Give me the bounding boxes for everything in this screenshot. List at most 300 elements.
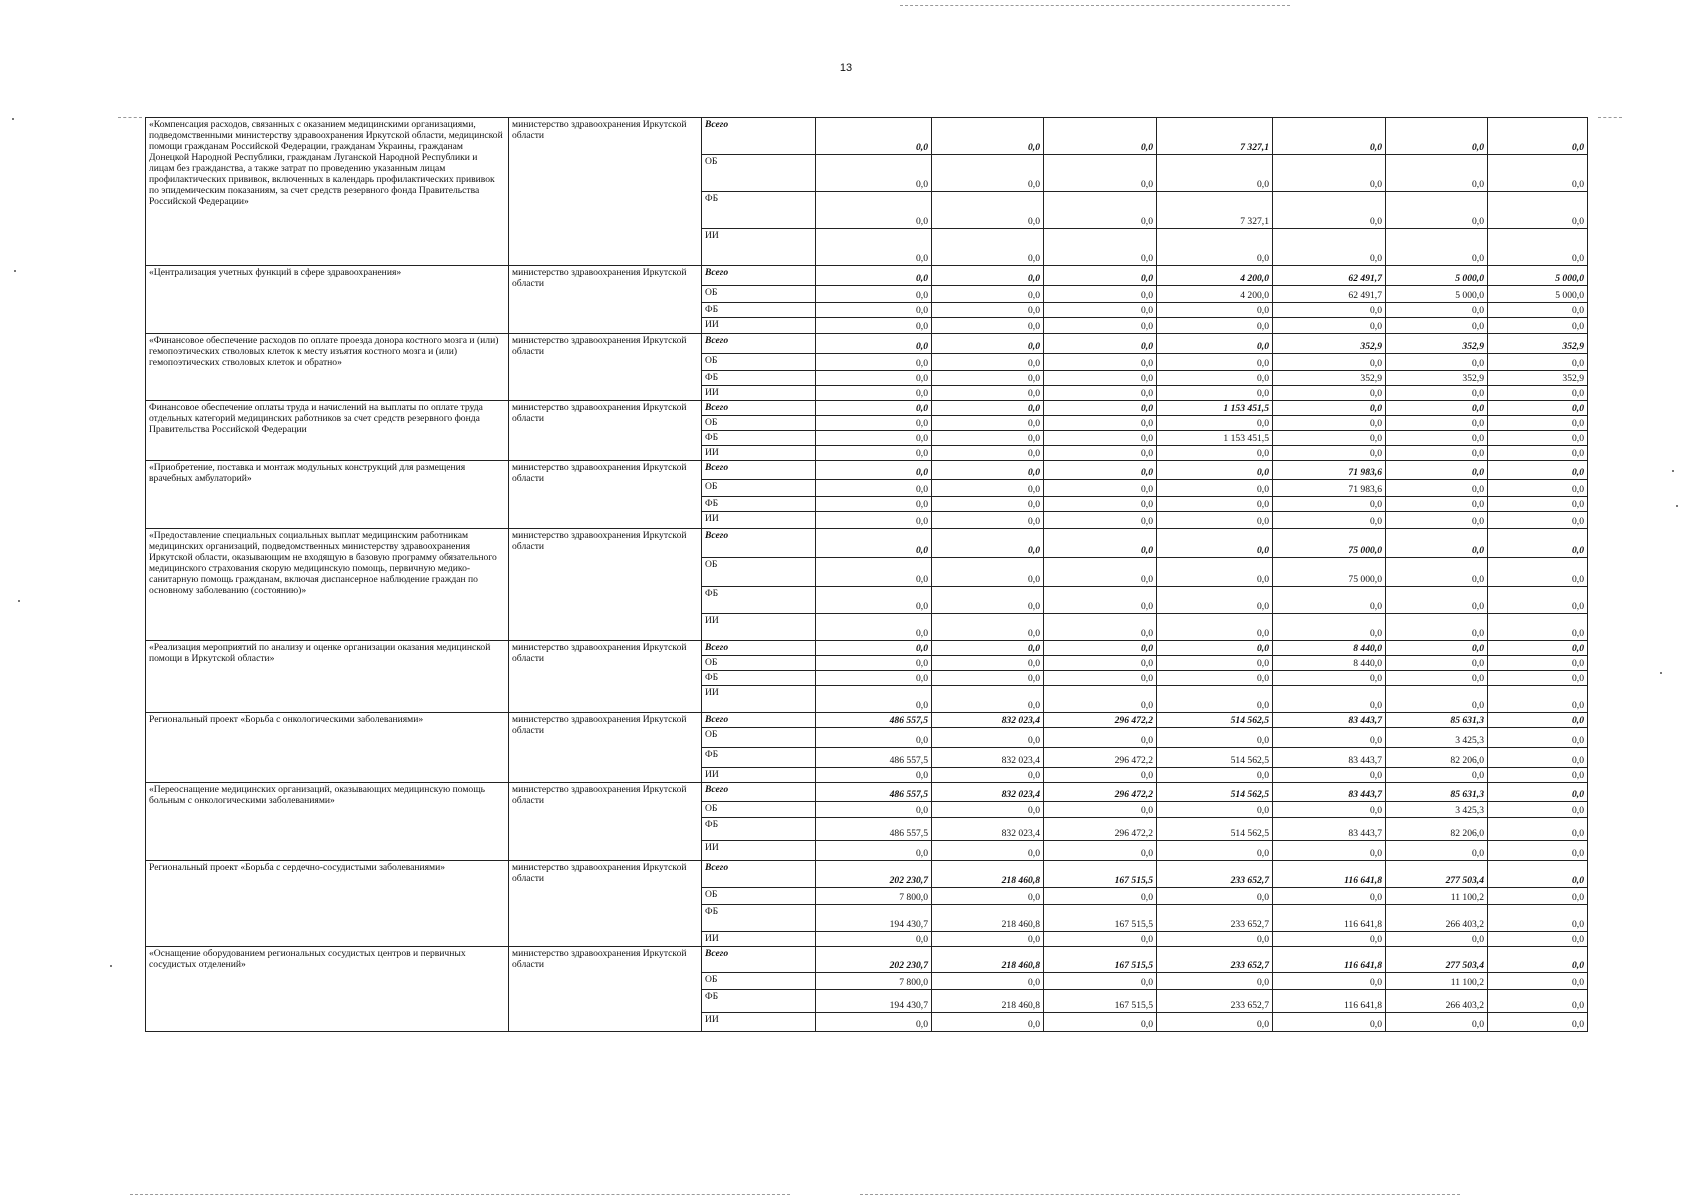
amount-cell: 0,0 [932, 656, 1044, 671]
amount-cell: 0,0 [932, 229, 1044, 266]
amount-cell: 0,0 [816, 318, 932, 334]
amount-cell: 75 000,0 [1273, 529, 1386, 558]
activity-name: «Предоставление специальных социальных выплат медицинским работникам медицинских организаций, подведомственных министерству здравоохранения Иркутской области, оказывающим не входящую в базовую программу обязательного медицинского страхования скорую медицинскую помощь, первичную медико-санитарную помощь гражданам, включая диспансерное наблюдение граждан по основному заболеванию (состоянию)» [146, 529, 509, 641]
amount-cell: 296 472,2 [1044, 713, 1157, 728]
amount-cell: 0,0 [1386, 932, 1488, 947]
amount-cell: 0,0 [1044, 303, 1157, 318]
amount-cell: 0,0 [1386, 768, 1488, 783]
amount-cell: 0,0 [1386, 614, 1488, 641]
amount-cell: 277 503,4 [1386, 861, 1488, 888]
amount-cell: 0,0 [932, 416, 1044, 431]
amount-cell: 0,0 [1386, 318, 1488, 334]
amount-cell: 0,0 [1044, 641, 1157, 656]
amount-cell: 0,0 [1488, 446, 1588, 461]
amount-cell: 0,0 [1273, 354, 1386, 371]
amount-cell: 7 327,1 [1157, 118, 1273, 155]
activity-name: «Переоснащение медицинских организаций, оказывающих медицинскую помощь больным с онкологическими заболеваниями» [146, 783, 509, 861]
amount-cell: 0,0 [1044, 558, 1157, 587]
amount-cell: 0,0 [1273, 671, 1386, 686]
table-row-total [146, 713, 1588, 728]
amount-cell: 0,0 [1386, 1013, 1488, 1032]
amount-cell: 0,0 [1157, 416, 1273, 431]
funding-source: Всего [702, 461, 816, 480]
amount-cell: 0,0 [1044, 480, 1157, 497]
funding-source: ФБ [702, 371, 816, 386]
amount-cell: 0,0 [1273, 446, 1386, 461]
amount-cell: 0,0 [932, 192, 1044, 229]
responsible-executor: министерство здравоохранения Иркутской области [509, 783, 702, 861]
amount-cell: 0,0 [1044, 318, 1157, 334]
amount-cell: 11 100,2 [1386, 888, 1488, 905]
amount-cell: 0,0 [1386, 686, 1488, 713]
amount-cell: 0,0 [1488, 155, 1588, 192]
amount-cell: 0,0 [816, 371, 932, 386]
amount-cell: 0,0 [1273, 728, 1386, 748]
amount-cell: 0,0 [1157, 558, 1273, 587]
amount-cell: 0,0 [1488, 973, 1588, 990]
amount-cell: 0,0 [1157, 671, 1273, 686]
amount-cell: 486 557,5 [816, 748, 932, 768]
scan-artifact-dot [1660, 672, 1662, 674]
amount-cell: 0,0 [1273, 155, 1386, 192]
amount-cell: 218 460,8 [932, 947, 1044, 973]
amount-cell: 11 100,2 [1386, 973, 1488, 990]
amount-cell: 0,0 [816, 728, 932, 748]
amount-cell: 0,0 [1386, 118, 1488, 155]
amount-cell: 0,0 [932, 480, 1044, 497]
activity-name: Региональный проект «Борьба с сердечно-сосудистыми заболеваниями» [146, 861, 509, 947]
amount-cell: 4 200,0 [1157, 266, 1273, 286]
funding-source: Всего [702, 641, 816, 656]
funding-source: Всего [702, 266, 816, 286]
amount-cell: 514 562,5 [1157, 818, 1273, 841]
funding-source: ИИ [702, 768, 816, 783]
amount-cell: 0,0 [1488, 671, 1588, 686]
amount-cell: 0,0 [1273, 614, 1386, 641]
funding-source: ИИ [702, 686, 816, 713]
amount-cell: 0,0 [1488, 686, 1588, 713]
amount-cell: 0,0 [1157, 728, 1273, 748]
amount-cell: 3 425,3 [1386, 728, 1488, 748]
amount-cell: 0,0 [932, 118, 1044, 155]
amount-cell: 0,0 [1157, 354, 1273, 371]
amount-cell: 0,0 [1273, 431, 1386, 446]
amount-cell: 0,0 [932, 303, 1044, 318]
amount-cell: 0,0 [816, 641, 932, 656]
amount-cell: 0,0 [1044, 671, 1157, 686]
amount-cell: 116 641,8 [1273, 947, 1386, 973]
amount-cell: 0,0 [1044, 354, 1157, 371]
amount-cell: 0,0 [1488, 401, 1588, 416]
funding-source: ИИ [702, 386, 816, 401]
amount-cell: 0,0 [1157, 461, 1273, 480]
amount-cell: 233 652,7 [1157, 947, 1273, 973]
amount-cell: 352,9 [1273, 334, 1386, 354]
amount-cell: 0,0 [1157, 155, 1273, 192]
amount-cell: 0,0 [932, 497, 1044, 512]
amount-cell: 75 000,0 [1273, 558, 1386, 587]
amount-cell: 0,0 [1488, 354, 1588, 371]
scan-artifact-dot [18, 600, 20, 602]
responsible-executor: министерство здравоохранения Иркутской области [509, 947, 702, 1032]
amount-cell: 0,0 [1386, 303, 1488, 318]
amount-cell: 0,0 [1488, 841, 1588, 861]
amount-cell: 277 503,4 [1386, 947, 1488, 973]
amount-cell: 0,0 [816, 446, 932, 461]
amount-cell: 218 460,8 [932, 905, 1044, 932]
amount-cell: 0,0 [1044, 728, 1157, 748]
amount-cell: 352,9 [1386, 371, 1488, 386]
amount-cell: 0,0 [1488, 118, 1588, 155]
funding-source: Всего [702, 783, 816, 802]
table-row-total [146, 641, 1588, 656]
responsible-executor: министерство здравоохранения Иркутской области [509, 529, 702, 641]
amount-cell: 0,0 [932, 587, 1044, 614]
amount-cell: 486 557,5 [816, 783, 932, 802]
amount-cell: 0,0 [1157, 641, 1273, 656]
amount-cell: 0,0 [1386, 587, 1488, 614]
amount-cell: 5 000,0 [1386, 286, 1488, 303]
amount-cell: 0,0 [1488, 192, 1588, 229]
amount-cell: 0,0 [1273, 1013, 1386, 1032]
amount-cell: 0,0 [816, 461, 932, 480]
activity-name: Финансовое обеспечение оплаты труда и начислений на выплаты по оплате труда отдельных категорий медицинских работников за счет средств резервного фонда Правительства Российской Федерации [146, 401, 509, 461]
amount-cell: 0,0 [1488, 431, 1588, 446]
amount-cell: 0,0 [1386, 354, 1488, 371]
amount-cell: 0,0 [1273, 841, 1386, 861]
amount-cell: 83 443,7 [1273, 713, 1386, 728]
funding-source: ФБ [702, 497, 816, 512]
amount-cell: 167 515,5 [1044, 947, 1157, 973]
amount-cell: 0,0 [1157, 973, 1273, 990]
amount-cell: 0,0 [1386, 558, 1488, 587]
amount-cell: 514 562,5 [1157, 713, 1273, 728]
amount-cell: 0,0 [1273, 192, 1386, 229]
amount-cell: 0,0 [1044, 1013, 1157, 1032]
amount-cell: 3 425,3 [1386, 802, 1488, 818]
amount-cell: 0,0 [1488, 497, 1588, 512]
scan-artifact-dot [1676, 505, 1678, 507]
amount-cell: 0,0 [816, 118, 932, 155]
table-row-total [146, 401, 1588, 416]
amount-cell: 4 200,0 [1157, 286, 1273, 303]
amount-cell: 0,0 [932, 841, 1044, 861]
amount-cell: 0,0 [1044, 266, 1157, 286]
amount-cell: 296 472,2 [1044, 783, 1157, 802]
table-row-total [146, 783, 1588, 802]
amount-cell: 0,0 [932, 973, 1044, 990]
responsible-executor: министерство здравоохранения Иркутской области [509, 118, 702, 266]
funding-source: Всего [702, 947, 816, 973]
responsible-executor: министерство здравоохранения Иркутской области [509, 713, 702, 783]
amount-cell: 0,0 [1157, 386, 1273, 401]
amount-cell: 194 430,7 [816, 905, 932, 932]
amount-cell: 0,0 [1157, 614, 1273, 641]
amount-cell: 233 652,7 [1157, 861, 1273, 888]
amount-cell: 0,0 [1488, 386, 1588, 401]
amount-cell: 0,0 [1044, 431, 1157, 446]
table-row-total [146, 461, 1588, 480]
amount-cell: 0,0 [1157, 529, 1273, 558]
amount-cell: 0,0 [1044, 802, 1157, 818]
funding-source: ОБ [702, 286, 816, 303]
amount-cell: 71 983,6 [1273, 461, 1386, 480]
amount-cell: 0,0 [816, 286, 932, 303]
amount-cell: 266 403,2 [1386, 905, 1488, 932]
amount-cell: 832 023,4 [932, 818, 1044, 841]
amount-cell: 0,0 [1488, 888, 1588, 905]
amount-cell: 0,0 [932, 266, 1044, 286]
table-row-total [146, 947, 1588, 973]
amount-cell: 0,0 [1044, 461, 1157, 480]
amount-cell: 0,0 [1044, 446, 1157, 461]
amount-cell: 0,0 [1488, 480, 1588, 497]
amount-cell: 0,0 [1386, 480, 1488, 497]
amount-cell: 0,0 [1488, 558, 1588, 587]
amount-cell: 167 515,5 [1044, 905, 1157, 932]
amount-cell: 0,0 [1044, 614, 1157, 641]
amount-cell: 0,0 [1386, 671, 1488, 686]
funding-source: Всего [702, 334, 816, 354]
amount-cell: 0,0 [816, 841, 932, 861]
amount-cell: 0,0 [932, 1013, 1044, 1032]
funding-source: Всего [702, 118, 816, 155]
amount-cell: 0,0 [1488, 748, 1588, 768]
amount-cell: 0,0 [1386, 461, 1488, 480]
responsible-executor: министерство здравоохранения Иркутской области [509, 641, 702, 713]
activity-name: «Приобретение, поставка и монтаж модульных конструкций для размещения врачебных амбулаторий» [146, 461, 509, 529]
amount-cell: 0,0 [1044, 888, 1157, 905]
amount-cell: 116 641,8 [1273, 905, 1386, 932]
amount-cell: 85 631,3 [1386, 783, 1488, 802]
scan-artifact-line [900, 5, 1290, 6]
amount-cell: 0,0 [1386, 529, 1488, 558]
amount-cell: 233 652,7 [1157, 990, 1273, 1013]
scan-artifact-line [1598, 117, 1622, 118]
amount-cell: 0,0 [816, 401, 932, 416]
amount-cell: 0,0 [1386, 497, 1488, 512]
amount-cell: 0,0 [1273, 303, 1386, 318]
amount-cell: 0,0 [1157, 1013, 1273, 1032]
amount-cell: 0,0 [816, 192, 932, 229]
amount-cell: 0,0 [1044, 229, 1157, 266]
amount-cell: 0,0 [1488, 461, 1588, 480]
amount-cell: 0,0 [1157, 686, 1273, 713]
amount-cell: 0,0 [1488, 1013, 1588, 1032]
amount-cell: 352,9 [1488, 371, 1588, 386]
amount-cell: 0,0 [1488, 587, 1588, 614]
amount-cell: 0,0 [1157, 480, 1273, 497]
amount-cell: 0,0 [1273, 686, 1386, 713]
amount-cell: 832 023,4 [932, 783, 1044, 802]
amount-cell: 0,0 [1044, 768, 1157, 783]
amount-cell: 0,0 [932, 446, 1044, 461]
amount-cell: 0,0 [1157, 512, 1273, 529]
amount-cell: 0,0 [932, 768, 1044, 783]
responsible-executor: министерство здравоохранения Иркутской области [509, 401, 702, 461]
funding-source: ОБ [702, 354, 816, 371]
amount-cell: 0,0 [816, 431, 932, 446]
responsible-executor: министерство здравоохранения Иркутской области [509, 861, 702, 947]
funding-source: ФБ [702, 905, 816, 932]
amount-cell: 0,0 [1157, 303, 1273, 318]
funding-source: ФБ [702, 192, 816, 229]
amount-cell: 0,0 [1488, 802, 1588, 818]
amount-cell: 0,0 [1157, 587, 1273, 614]
amount-cell: 0,0 [816, 768, 932, 783]
amount-cell: 0,0 [932, 932, 1044, 947]
amount-cell: 218 460,8 [932, 861, 1044, 888]
amount-cell: 0,0 [1044, 192, 1157, 229]
amount-cell: 0,0 [1488, 990, 1588, 1013]
amount-cell: 0,0 [1273, 512, 1386, 529]
amount-cell: 0,0 [816, 686, 932, 713]
funding-source: ОБ [702, 802, 816, 818]
amount-cell: 7 800,0 [816, 888, 932, 905]
amount-cell: 0,0 [1044, 371, 1157, 386]
responsible-executor: министерство здравоохранения Иркутской области [509, 266, 702, 334]
amount-cell: 0,0 [1044, 401, 1157, 416]
amount-cell: 167 515,5 [1044, 990, 1157, 1013]
activity-name: «Финансовое обеспечение расходов по оплате проезда донора костного мозга и (или) гемопоэтических стволовых клеток к месту изъятия костного мозга и (или) гемопоэтических стволовых клеток и обратно» [146, 334, 509, 401]
amount-cell: 0,0 [932, 318, 1044, 334]
amount-cell: 0,0 [1488, 932, 1588, 947]
amount-cell: 0,0 [932, 802, 1044, 818]
amount-cell: 0,0 [1044, 529, 1157, 558]
amount-cell: 116 641,8 [1273, 861, 1386, 888]
amount-cell: 62 491,7 [1273, 286, 1386, 303]
amount-cell: 0,0 [1273, 973, 1386, 990]
amount-cell: 0,0 [1488, 416, 1588, 431]
amount-cell: 0,0 [1386, 401, 1488, 416]
amount-cell: 296 472,2 [1044, 748, 1157, 768]
amount-cell: 0,0 [1273, 932, 1386, 947]
funding-source: ФБ [702, 818, 816, 841]
amount-cell: 0,0 [816, 229, 932, 266]
amount-cell: 0,0 [1157, 318, 1273, 334]
amount-cell: 0,0 [816, 558, 932, 587]
amount-cell: 0,0 [932, 512, 1044, 529]
amount-cell: 0,0 [1044, 118, 1157, 155]
amount-cell: 352,9 [1273, 371, 1386, 386]
amount-cell: 0,0 [932, 431, 1044, 446]
amount-cell: 0,0 [1386, 416, 1488, 431]
responsible-executor: министерство здравоохранения Иркутской области [509, 461, 702, 529]
amount-cell: 218 460,8 [932, 990, 1044, 1013]
page-number: 13 [839, 62, 853, 74]
amount-cell: 8 440,0 [1273, 656, 1386, 671]
amount-cell: 0,0 [1488, 229, 1588, 266]
amount-cell: 0,0 [816, 529, 932, 558]
amount-cell: 0,0 [1273, 118, 1386, 155]
funding-source: ФБ [702, 671, 816, 686]
amount-cell: 0,0 [1157, 229, 1273, 266]
funding-source: ИИ [702, 446, 816, 461]
amount-cell: 0,0 [1044, 686, 1157, 713]
budget-table [145, 117, 1588, 1032]
amount-cell: 0,0 [932, 461, 1044, 480]
amount-cell: 0,0 [1488, 861, 1588, 888]
funding-source: ИИ [702, 932, 816, 947]
amount-cell: 0,0 [932, 671, 1044, 686]
amount-cell: 0,0 [932, 155, 1044, 192]
amount-cell: 0,0 [1044, 656, 1157, 671]
activity-name: «Централизация учетных функций в сфере здравоохранения» [146, 266, 509, 334]
amount-cell: 832 023,4 [932, 713, 1044, 728]
amount-cell: 0,0 [1157, 802, 1273, 818]
amount-cell: 486 557,5 [816, 713, 932, 728]
scan-artifact-dot [110, 965, 112, 967]
funding-source: ОБ [702, 728, 816, 748]
amount-cell: 0,0 [816, 303, 932, 318]
amount-cell: 0,0 [816, 416, 932, 431]
table-row-total [146, 861, 1588, 888]
amount-cell: 202 230,7 [816, 861, 932, 888]
activity-name: Региональный проект «Борьба с онкологическими заболеваниями» [146, 713, 509, 783]
amount-cell: 0,0 [1044, 932, 1157, 947]
amount-cell: 0,0 [1386, 155, 1488, 192]
responsible-executor: министерство здравоохранения Иркутской области [509, 334, 702, 401]
amount-cell: 0,0 [932, 686, 1044, 713]
amount-cell: 0,0 [1044, 497, 1157, 512]
amount-cell: 0,0 [1273, 768, 1386, 783]
amount-cell: 0,0 [1157, 656, 1273, 671]
amount-cell: 0,0 [932, 641, 1044, 656]
amount-cell: 0,0 [1273, 587, 1386, 614]
amount-cell: 0,0 [1386, 641, 1488, 656]
amount-cell: 202 230,7 [816, 947, 932, 973]
amount-cell: 0,0 [1157, 446, 1273, 461]
amount-cell: 71 983,6 [1273, 480, 1386, 497]
funding-source: Всего [702, 529, 816, 558]
amount-cell: 0,0 [1488, 947, 1588, 973]
amount-cell: 0,0 [1273, 318, 1386, 334]
funding-source: Всего [702, 713, 816, 728]
amount-cell: 0,0 [1157, 371, 1273, 386]
amount-cell: 0,0 [1488, 818, 1588, 841]
amount-cell: 116 641,8 [1273, 990, 1386, 1013]
amount-cell: 0,0 [1488, 512, 1588, 529]
amount-cell: 0,0 [1044, 386, 1157, 401]
funding-source: ОБ [702, 155, 816, 192]
scan-artifact-dot [1672, 470, 1674, 472]
amount-cell: 82 206,0 [1386, 818, 1488, 841]
amount-cell: 352,9 [1488, 334, 1588, 354]
amount-cell: 167 515,5 [1044, 861, 1157, 888]
amount-cell: 0,0 [1044, 841, 1157, 861]
funding-source: ИИ [702, 512, 816, 529]
amount-cell: 7 327,1 [1157, 192, 1273, 229]
amount-cell: 0,0 [816, 386, 932, 401]
funding-source: ИИ [702, 614, 816, 641]
amount-cell: 0,0 [932, 334, 1044, 354]
amount-cell: 0,0 [816, 802, 932, 818]
table-row-total [146, 118, 1588, 155]
amount-cell: 0,0 [1157, 841, 1273, 861]
amount-cell: 0,0 [816, 480, 932, 497]
amount-cell: 0,0 [1386, 841, 1488, 861]
scan-artifact-line [860, 1194, 1460, 1195]
amount-cell: 62 491,7 [1273, 266, 1386, 286]
amount-cell: 0,0 [932, 529, 1044, 558]
amount-cell: 7 800,0 [816, 973, 932, 990]
amount-cell: 0,0 [932, 371, 1044, 386]
funding-source: ИИ [702, 1013, 816, 1032]
funding-source: ФБ [702, 990, 816, 1013]
amount-cell: 82 206,0 [1386, 748, 1488, 768]
amount-cell: 0,0 [1488, 641, 1588, 656]
amount-cell: 5 000,0 [1488, 266, 1588, 286]
